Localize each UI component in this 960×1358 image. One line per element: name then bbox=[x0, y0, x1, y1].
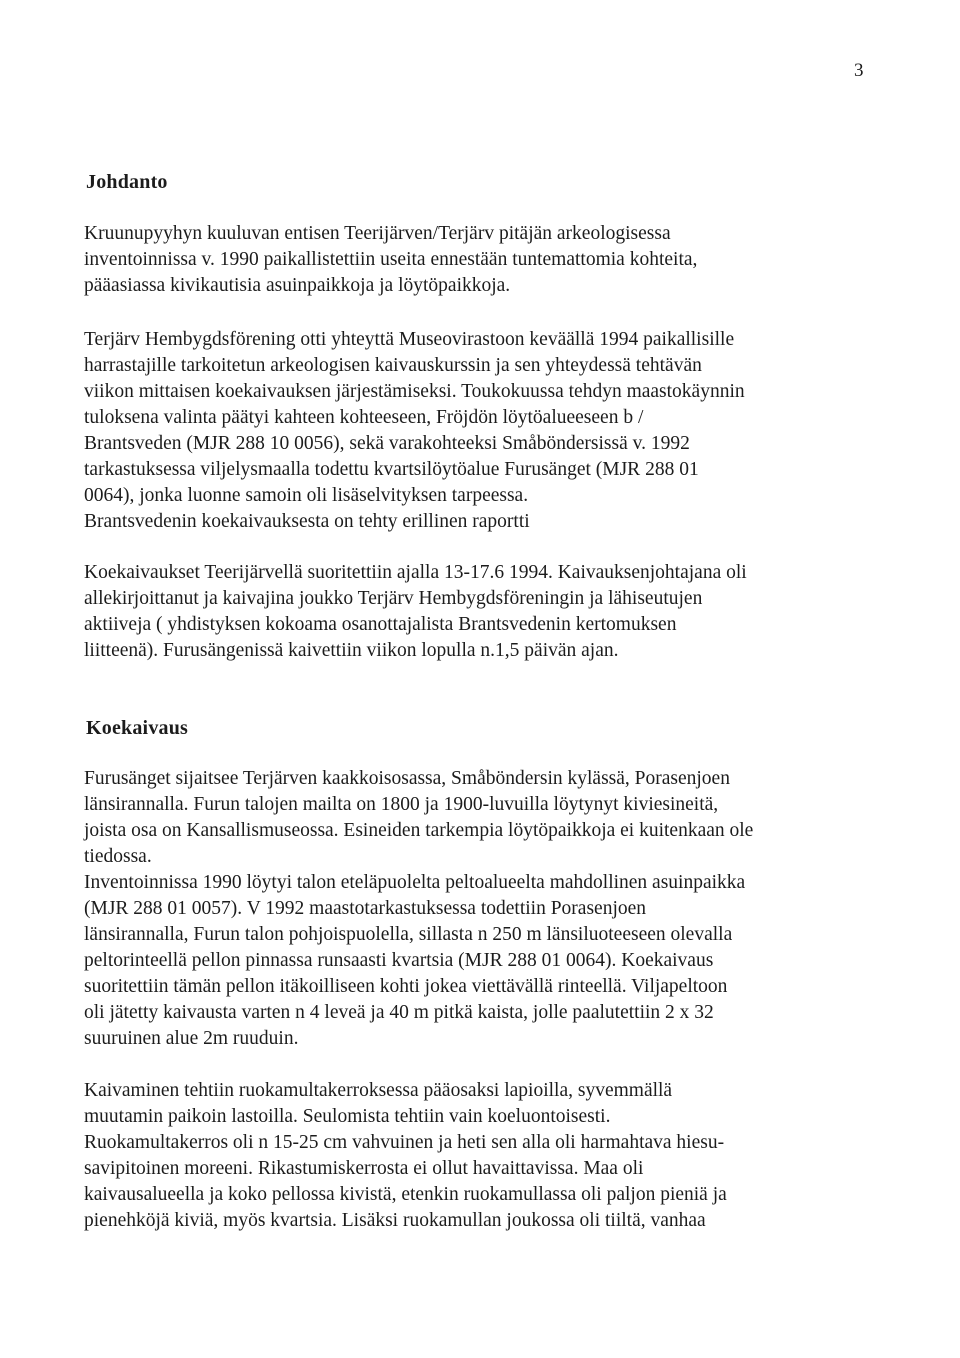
text-line: harrastajille tarkoitetun arkeologisen kaivauskurssin ja sen yhteydessä tehtävän bbox=[84, 355, 702, 376]
text-line: liitteenä). Furusängenissä kaivettiin viikon lopulla n.1,5 päivän ajan. bbox=[84, 640, 619, 661]
text-line: länsirannalla. Furun talojen mailta on 1800 ja 1900-luvuilla löytynyt kiviesineitä, bbox=[84, 794, 719, 815]
paragraph bbox=[84, 327, 745, 535]
text-line: suoritettiin tämän pellon itäkoilliseen kohti jokea viettävällä rinteellä. Viljapeltoon bbox=[84, 976, 728, 997]
text-line: suuruinen alue 2m ruuduin. bbox=[84, 1028, 299, 1049]
text-line: kaivausalueella ja koko pellossa kivistä, etenkin ruokamullassa oli paljon pieniä ja bbox=[84, 1184, 727, 1205]
section-heading-koekaivaus: Koekaivaus bbox=[86, 717, 189, 739]
text-line: Inventoinnissa 1990 löytyi talon eteläpuolelta peltoalueelta mahdollinen asuinpaikka bbox=[84, 872, 746, 893]
text-line: 0064), jonka luonne samoin oli lisäselvityksen tarpeessa. bbox=[84, 485, 529, 506]
text-line: Kruunupyyhyn kuuluvan entisen Teerijärven/Terjärv pitäjän arkeologisessa bbox=[84, 223, 671, 244]
page-number: 3 bbox=[854, 60, 864, 81]
text-line: savipitoinen moreeni. Rikastumiskerrosta ei ollut havaittavissa. Maa oli bbox=[84, 1158, 644, 1179]
text-line: tuloksena valinta päätyi kahteen kohteeseen, Fröjdön löytöalueeseen b / bbox=[84, 407, 644, 428]
text-line: pienehköjä kiviä, myös kvartsia. Lisäksi ruokamullan joukossa oli tiiltä, vanhaa bbox=[84, 1210, 706, 1231]
text-line: Kaivaminen tehtiin ruokamultakerroksessa pääosaksi lapioilla, syvemmällä bbox=[84, 1080, 673, 1101]
paragraph bbox=[84, 766, 753, 1052]
paragraph bbox=[84, 221, 697, 299]
text-line: pääasiassa kivikautisia asuinpaikkoja ja löytöpaikkoja. bbox=[84, 275, 511, 296]
text-line: Brantsveden (MJR 288 10 0056), sekä varakohteeksi Småböndersissä v. 1992 bbox=[84, 433, 690, 454]
text-line: joista osa on Kansallismuseossa. Esineiden tarkempia löytöpaikkoja ei kuitenkaan ole bbox=[84, 820, 754, 841]
text-line: peltorinteellä pellon pinnassa runsaasti kvartsia (MJR 288 01 0064). Koekaivaus bbox=[84, 950, 714, 971]
text-line: aktiiveja ( yhdistyksen kokoama osanottajalista Brantsvedenin kertomuksen bbox=[84, 614, 677, 635]
section-heading-johdanto: Johdanto bbox=[86, 171, 168, 193]
paragraph bbox=[84, 560, 747, 664]
text-line: Furusänget sijaitsee Terjärven kaakkoisosassa, Småböndersin kylässä, Porasenjoen bbox=[84, 768, 730, 789]
text-line: Brantsvedenin koekaivauksesta on tehty erillinen raportti bbox=[84, 511, 530, 532]
paragraph bbox=[84, 1078, 727, 1234]
text-line: tiedossa. bbox=[84, 846, 152, 867]
text-line: Koekaivaukset Teerijärvellä suoritettiin ajalla 13-17.6 1994. Kaivauksenjohtajana oli bbox=[84, 562, 747, 583]
text-line: inventoinnissa v. 1990 paikallistettiin useita ennestään tuntemattomia kohteita, bbox=[84, 249, 698, 270]
text-line: muutamin paikoin lastoilla. Seulomista tehtiin vain koeluontoisesti. bbox=[84, 1106, 611, 1127]
text-line: tarkastuksessa viljelysmaalla todettu kvartsilöytöalue Furusänget (MJR 288 01 bbox=[84, 459, 699, 480]
text-line: Ruokamultakerros oli n 15-25 cm vahvuinen ja heti sen alla oli harmahtava hiesu- bbox=[84, 1132, 725, 1153]
text-line: (MJR 288 01 0057). V 1992 maastotarkastuksessa todettiin Porasenjoen bbox=[84, 898, 647, 919]
text-line: länsirannalla, Furun talon pohjoispuolella, sillasta n 250 m länsiluoteeseen olevalla bbox=[84, 924, 733, 945]
text-line: Terjärv Hembygdsförening otti yhteyttä Museovirastoon keväällä 1994 paikallisille bbox=[84, 329, 735, 350]
text-line: oli jätetty kaivausta varten n 4 leveä ja 40 m pitkä kaista, jolle paalutettiin 2 x 32 bbox=[84, 1002, 714, 1023]
text-line: allekirjoittanut ja kaivajina joukko Terjärv Hembygdsföreningin ja lähiseutujen bbox=[84, 588, 703, 609]
text-line: viikon mittaisen koekaivauksen järjestämiseksi. Toukokuussa tehdyn maastokäynnin bbox=[84, 381, 745, 402]
